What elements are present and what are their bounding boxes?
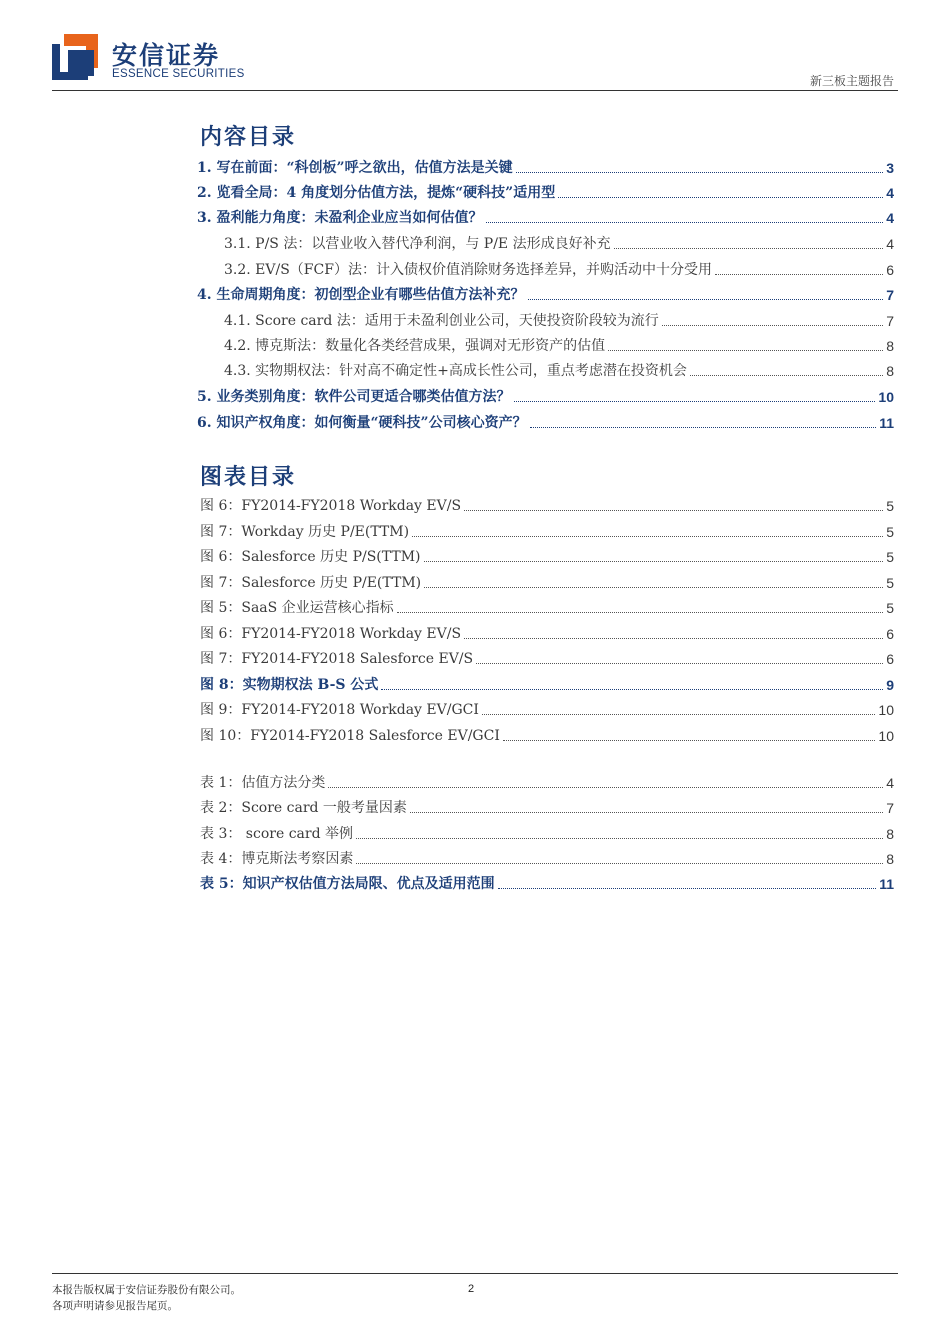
dot-leader bbox=[356, 863, 883, 864]
dot-leader bbox=[690, 375, 883, 376]
toc-entry-text: 3. 盈利能力角度：未盈利企业应当如何估值？ bbox=[197, 210, 483, 226]
toc-entry-page: 4 bbox=[886, 210, 894, 226]
toc-entry[interactable] bbox=[224, 261, 894, 279]
toc-entry[interactable] bbox=[197, 414, 894, 432]
figure-entry-page: 6 bbox=[886, 626, 894, 642]
figure-entry-page: 10 bbox=[878, 702, 894, 718]
dot-leader bbox=[558, 197, 883, 198]
figure-entry[interactable] bbox=[200, 574, 894, 592]
table-entry-text: 表 2：Score card 一般考量因素 bbox=[200, 800, 407, 816]
toc-entry-text: 4.2. 博克斯法：数量化各类经营成果，强调对无形资产的估值 bbox=[224, 338, 606, 354]
toc-entry-page: 8 bbox=[886, 363, 894, 379]
dot-leader bbox=[424, 587, 883, 588]
disclaimer-notice: 各项声明请参见报告尾页。 bbox=[52, 1300, 178, 1312]
figure-entry-page: 5 bbox=[886, 600, 894, 616]
figure-entry-page: 5 bbox=[886, 575, 894, 591]
copyright-notice: 本报告版权属于安信证券股份有限公司。 bbox=[52, 1284, 241, 1296]
figure-entry-page: 5 bbox=[886, 549, 894, 565]
dot-leader bbox=[662, 325, 883, 326]
logo-chinese-name: 安信证券 bbox=[112, 41, 221, 70]
toc-entry-text: 3.2. EV/S（FCF）法：计入债权价值消除财务选择差异，并购活动中十分受用 bbox=[224, 262, 712, 278]
toc-entry-page: 6 bbox=[886, 262, 894, 278]
table-entry[interactable] bbox=[200, 850, 894, 868]
dot-leader bbox=[412, 536, 883, 537]
toc-entry[interactable] bbox=[197, 184, 894, 202]
figure-entry[interactable] bbox=[200, 548, 894, 566]
toc-entry-page: 8 bbox=[886, 338, 894, 354]
dot-leader bbox=[528, 299, 884, 300]
toc-entry-text: 4.1. Score card 法：适用于未盈利创业公司，天使投资阶段较为流行 bbox=[224, 313, 659, 329]
figure-entry-text: 图 10：FY2014-FY2018 Salesforce EV/GCI bbox=[200, 728, 500, 744]
figure-entry-page: 10 bbox=[878, 728, 894, 744]
report-type: 新三板主题报告 bbox=[809, 74, 894, 88]
figure-entry-text: 图 7：Salesforce 历史 P/E(TTM) bbox=[200, 575, 422, 591]
toc-entry[interactable] bbox=[197, 209, 894, 227]
figure-entry-page: 5 bbox=[886, 498, 894, 514]
toc-entry[interactable] bbox=[197, 286, 894, 304]
company-logo bbox=[52, 34, 252, 88]
figure-entry-text: 图 7：Workday 历史 P/E(TTM) bbox=[200, 524, 410, 540]
dot-leader bbox=[328, 787, 883, 788]
toc-entry-text: 4.3. 实物期权法：针对高不确定性+高成长性公司，重点考虑潜在投资机会 bbox=[224, 363, 687, 379]
dot-leader bbox=[464, 510, 883, 511]
toc-title: 内容目录 bbox=[200, 124, 297, 150]
dot-leader bbox=[715, 274, 883, 275]
page-number: 2 bbox=[468, 1283, 475, 1295]
figure-entry[interactable] bbox=[200, 727, 894, 745]
toc-entry-page: 10 bbox=[878, 389, 894, 405]
dot-leader bbox=[356, 838, 883, 839]
figures-title: 图表目录 bbox=[200, 464, 297, 490]
dot-leader bbox=[476, 663, 883, 664]
dot-leader bbox=[514, 401, 876, 402]
table-entry-page: 11 bbox=[879, 876, 894, 892]
table-entry[interactable] bbox=[200, 799, 894, 817]
toc-entry-page: 4 bbox=[886, 185, 894, 201]
figure-entry-page: 5 bbox=[886, 524, 894, 540]
figure-entry[interactable] bbox=[200, 650, 894, 668]
figure-entry[interactable] bbox=[200, 599, 894, 617]
dot-leader bbox=[424, 561, 884, 562]
dot-leader bbox=[530, 427, 877, 428]
table-entry[interactable] bbox=[200, 774, 894, 792]
figure-entry[interactable] bbox=[200, 625, 894, 643]
table-entry-page: 8 bbox=[886, 851, 894, 867]
figure-entry-text: 图 7：FY2014-FY2018 Salesforce EV/S bbox=[200, 651, 474, 667]
dot-leader bbox=[397, 612, 884, 613]
toc-entry-page: 7 bbox=[886, 287, 894, 303]
header-divider bbox=[52, 90, 898, 91]
toc-entry-page: 7 bbox=[886, 313, 894, 329]
toc-entry-text: 1. 写在前面：“科创板”呼之欲出，估值方法是关键 bbox=[197, 160, 513, 176]
figure-entry[interactable] bbox=[200, 701, 894, 719]
dot-leader bbox=[503, 740, 876, 741]
dot-leader bbox=[410, 812, 883, 813]
toc-entry-text: 2. 览看全局：4 角度划分估值方法，提炼“硬科技”适用型 bbox=[197, 185, 556, 201]
dot-leader bbox=[381, 689, 883, 690]
figure-entry-text: 图 6：FY2014-FY2018 Workday EV/S bbox=[200, 498, 462, 514]
figure-entry-text: 图 8：实物期权法 B-S 公式 bbox=[200, 677, 379, 693]
toc-entry[interactable] bbox=[224, 337, 894, 355]
table-entry-page: 8 bbox=[886, 826, 894, 842]
toc-entry-text: 3.1. P/S 法：以营业收入替代净利润，与 P/E 法形成良好补充 bbox=[224, 236, 611, 252]
dot-leader bbox=[498, 888, 877, 889]
toc-entry-page: 3 bbox=[886, 160, 894, 176]
figure-entry-text: 图 6：FY2014-FY2018 Workday EV/S bbox=[200, 626, 462, 642]
logo-english-name: ESSENCE SECURITIES bbox=[112, 68, 245, 80]
toc-entry[interactable] bbox=[197, 388, 894, 406]
dot-leader bbox=[482, 714, 876, 715]
figure-entry-text: 图 9：FY2014-FY2018 Workday EV/GCI bbox=[200, 702, 479, 718]
figure-entry[interactable] bbox=[200, 523, 894, 541]
toc-entry-page: 4 bbox=[886, 236, 894, 252]
dot-leader bbox=[464, 638, 883, 639]
dot-leader bbox=[516, 172, 884, 173]
toc-entry[interactable] bbox=[224, 362, 894, 380]
essence-logo-icon bbox=[52, 34, 98, 80]
table-entry-text: 表 1：估值方法分类 bbox=[200, 775, 326, 791]
table-entry-page: 4 bbox=[886, 775, 894, 791]
toc-entry-page: 11 bbox=[879, 415, 894, 431]
table-entry[interactable] bbox=[200, 825, 894, 843]
toc-entry[interactable] bbox=[224, 312, 894, 330]
dot-leader bbox=[614, 248, 884, 249]
table-entry-page: 7 bbox=[886, 800, 894, 816]
figure-entry-page: 6 bbox=[886, 651, 894, 667]
table-entry-text: 表 4：博克斯法考察因素 bbox=[200, 851, 354, 867]
dot-leader bbox=[486, 222, 884, 223]
figure-entry[interactable] bbox=[200, 676, 894, 694]
table-entry-text: 表 3： score card 举例 bbox=[200, 826, 353, 842]
footer-divider bbox=[52, 1273, 898, 1274]
toc-entry-text: 5. 业务类别角度：软件公司更适合哪类估值方法？ bbox=[197, 389, 511, 405]
toc-entry[interactable] bbox=[224, 235, 894, 253]
table-entry[interactable] bbox=[200, 875, 894, 893]
figure-entry[interactable] bbox=[200, 497, 894, 515]
toc-entry-text: 4. 生命周期角度：初创型企业有哪些估值方法补充？ bbox=[197, 287, 525, 303]
toc-entry[interactable] bbox=[197, 159, 894, 177]
figure-entry-text: 图 6：Salesforce 历史 P/S(TTM) bbox=[200, 549, 421, 565]
figure-entry-text: 图 5：SaaS 企业运营核心指标 bbox=[200, 600, 394, 616]
toc-entry-text: 6. 知识产权角度：如何衡量“硬科技”公司核心资产？ bbox=[197, 415, 527, 431]
table-entry-text: 表 5：知识产权估值方法局限、优点及适用范围 bbox=[200, 876, 495, 892]
figure-entry-page: 9 bbox=[886, 677, 894, 693]
dot-leader bbox=[608, 350, 883, 351]
